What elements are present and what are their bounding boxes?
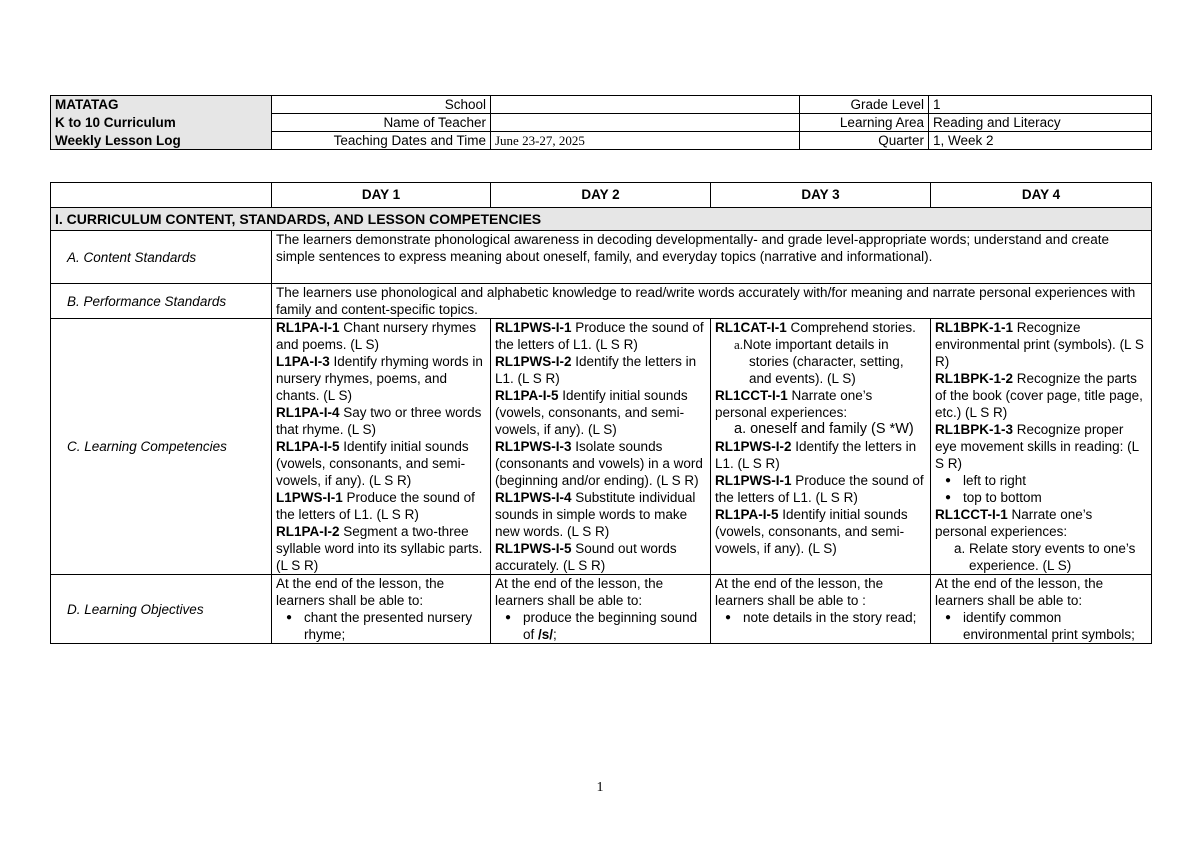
day-3-competencies xyxy=(711,319,931,575)
learning-area-label: Learning Area xyxy=(800,114,929,132)
competency-item: RL1PWS-I-2 Identify the letters in L1. (L S R) xyxy=(715,439,917,471)
curriculum-title-line-1: MATATAG xyxy=(51,96,272,114)
competency-item: RL1PWS-I-2 Identify the letters in L1. (L S R) xyxy=(495,354,697,386)
curriculum-title-line-2: K to 10 Curriculum xyxy=(51,114,272,132)
learning-objectives-label: D. Learning Objectives xyxy=(67,601,204,617)
grade-level-label: Grade Level xyxy=(800,96,929,114)
competency-item: RL1PWS-I-1 Produce the sound of the letters of L1. (L S R) xyxy=(495,320,704,352)
day-4-objectives: At the end of the lesson, the learners shall be able to: ● identify common environmental print symbols; xyxy=(931,575,1152,644)
header-table xyxy=(50,95,1152,150)
page-number: 1 xyxy=(596,780,604,795)
list-item: ● top to bottom xyxy=(963,489,1147,506)
teacher-label: Name of Teacher xyxy=(272,114,491,132)
list-item: ● note details in the story read; xyxy=(743,609,926,626)
competency-item: L1PWS-I-1 Produce the sound of the letters of L1. (L S R) xyxy=(276,490,475,522)
learning-area-field[interactable]: Reading and Literacy xyxy=(929,114,1152,132)
grade-level-field[interactable]: 1 xyxy=(929,96,1152,114)
content-standards-label: A. Content Standards xyxy=(67,249,197,265)
day-2-objectives: At the end of the lesson, the learners shall be able to: ● produce the beginning sound of /s/; xyxy=(491,575,711,644)
competency-item: RL1PWS-I-1 Produce the sound of the letters of L1. (L S R) xyxy=(715,473,924,505)
competency-item: RL1BPK-1-2 Recognize the parts of the book (cover page, title page, etc.) (L S R) xyxy=(935,371,1143,420)
list-item: ● chant the presented nursery rhyme; xyxy=(304,609,486,643)
list-item: ● left to right xyxy=(963,472,1147,489)
competency-subitem: a. oneself and family (S *W) xyxy=(734,421,914,437)
performance-standards-label-cell xyxy=(51,284,272,319)
list-item: ● produce the beginning sound of /s/; xyxy=(523,609,706,643)
day-1-objectives: At the end of the lesson, the learners shall be able to: ● chant the presented nursery rhyme; xyxy=(272,575,491,644)
teaching-dates-field[interactable]: June 23-27, 2025 xyxy=(491,132,800,150)
day-1-competencies xyxy=(272,319,491,575)
teaching-dates-label: Teaching Dates and Time xyxy=(272,132,491,150)
competency-item: RL1BPK-1-3 Recognize proper eye movement skills in reading: (L S R) xyxy=(935,422,1139,471)
learning-competencies-label: C. Learning Competencies xyxy=(67,439,227,454)
competency-item: L1PA-I-3 Identify rhyming words in nursery rhymes, poems, and chants. (L S) xyxy=(276,354,483,403)
school-field[interactable] xyxy=(491,96,800,114)
day-2-header: DAY 2 xyxy=(491,183,711,208)
learning-competencies-label-cell xyxy=(51,319,272,575)
quarter-field[interactable]: 1, Week 2 xyxy=(929,132,1152,150)
learning-objectives-label-cell xyxy=(51,575,272,644)
day-4-competencies xyxy=(931,319,1152,575)
competency-item: RL1CCT-I-1 Narrate one’s personal experiences: xyxy=(935,507,1093,539)
eye-movement-list xyxy=(935,472,1147,506)
teacher-field[interactable] xyxy=(491,114,800,132)
performance-standards-text: The learners use phonological and alphabetic knowledge to read/write words accurately with/for meaning and narrate personal experiences with family and content-specific topics. xyxy=(272,284,1152,319)
content-standards-label-cell xyxy=(51,231,272,284)
day-1-header: DAY 1 xyxy=(272,183,491,208)
competency-item: RL1PA-I-5 Identify initial sounds (vowels, consonants, and semi-vowels, if any). (L S R) xyxy=(276,439,469,488)
day-2-competencies xyxy=(491,319,711,575)
day-3-objectives: At the end of the lesson, the learners shall be able to : ● note details in the story read; xyxy=(711,575,931,644)
curriculum-title-line-3: Weekly Lesson Log xyxy=(51,132,272,150)
competency-item: RL1PWS-I-3 Isolate sounds (consonants and vowels) in a word (beginning and/or ending). (L S R) xyxy=(495,439,703,488)
content-standards-text: The learners demonstrate phonological awareness in decoding developmentally- and grade level-appropriate words; understand and create simple sentences to express meaning about oneself, family, and everyday topics (narrative and informational). xyxy=(272,231,1152,284)
competency-item: RL1CAT-I-1 Comprehend stories. xyxy=(715,320,916,335)
empty-corner-cell xyxy=(51,183,272,208)
competency-subitem: a.Note important details in stories (character, setting, and events). (L S) xyxy=(734,337,904,386)
section-title: I. CURRICULUM CONTENT, STANDARDS, AND LESSON COMPETENCIES xyxy=(51,208,1152,231)
lesson-log-table xyxy=(50,182,1152,644)
quarter-label: Quarter xyxy=(800,132,929,150)
list-item: ● identify common environmental print symbols; xyxy=(963,609,1147,643)
day-4-header: DAY 4 xyxy=(931,183,1152,208)
competency-item: RL1PA-I-1 Chant nursery rhymes and poems. (L S) xyxy=(276,320,477,352)
competency-item: RL1PA-I-2 Segment a two-three syllable word into its syllabic parts. (L S R) xyxy=(276,524,483,573)
competency-subitem: a. Relate story events to one’s experience. (L S) xyxy=(954,541,1136,573)
competency-item: RL1PA-I-4 Say two or three words that rhyme. (L S) xyxy=(276,405,482,437)
competency-item: RL1PWS-I-4 Substitute individual sounds in simple words to make new words. (L S R) xyxy=(495,490,696,539)
competency-item: RL1PWS-I-5 Sound out words accurately. (L S R) xyxy=(495,541,677,573)
school-label: School xyxy=(272,96,491,114)
day-3-header: DAY 3 xyxy=(711,183,931,208)
competency-item: RL1PA-I-5 Identify initial sounds (vowels, consonants, and semi-vowels, if any). (L S) xyxy=(495,388,688,437)
competency-item: RL1PA-I-5 Identify initial sounds (vowels, consonants, and semi-vowels, if any). (L S) xyxy=(715,507,908,556)
performance-standards-label: B. Performance Standards xyxy=(67,293,227,309)
competency-item: RL1CCT-I-1 Narrate one’s personal experiences: xyxy=(715,388,873,420)
competency-item: RL1BPK-1-1 Recognize environmental print (symbols). (L S R) xyxy=(935,320,1144,369)
